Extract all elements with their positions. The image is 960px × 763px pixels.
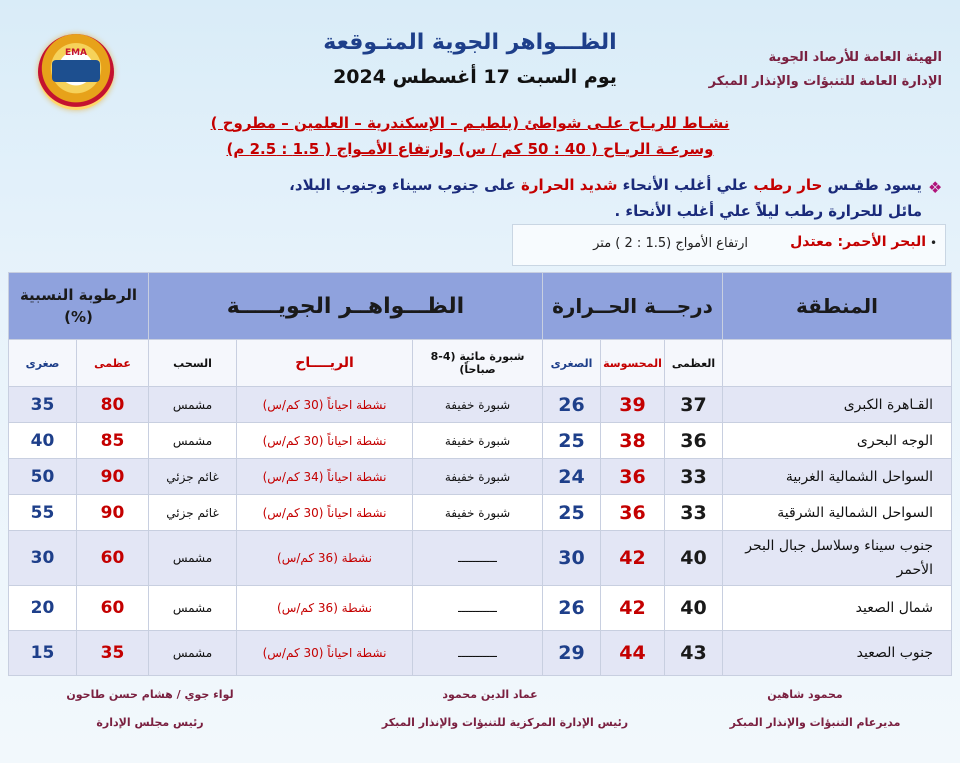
row-hum-max: 85 — [77, 423, 149, 459]
table-row — [9, 531, 952, 586]
row-region: شمال الصعيد — [723, 586, 952, 631]
forecast-summary — [270, 172, 922, 224]
row-wind: نشطة احياناً (30 كم/س) — [237, 387, 413, 423]
signature-center-title: رئيس الإدارة المركزية للتنبؤات والإنذار المبكر — [381, 716, 629, 729]
row-region: القـاهرة الكبرى — [723, 387, 952, 423]
row-hum-max: 60 — [77, 586, 149, 631]
wind-notice-line2: وسرعـة الريـاح ( 40 : 50 كم / س) وارتفاع الأمـواج ( 1.5 : 2.5 م) — [226, 140, 714, 158]
row-max: 37 — [665, 387, 723, 423]
row-hum-min: 20 — [9, 586, 77, 631]
row-clouds: مشمس — [149, 531, 237, 586]
row-min: 24 — [543, 459, 601, 495]
row-max: 43 — [665, 631, 723, 676]
header-region: المنطقة — [723, 273, 952, 340]
row-min: 26 — [543, 586, 601, 631]
row-max: 40 — [665, 586, 723, 631]
row-wind: نشطة احياناً (34 كم/س) — [237, 459, 413, 495]
row-min: 25 — [543, 423, 601, 459]
summary-part: على جنوب سيناء وجنوب البلاد، مائل للحرارة رطب ليلاً علي أغلب الأنحاء . — [289, 176, 922, 220]
row-min: 26 — [543, 387, 601, 423]
table-row — [9, 631, 952, 676]
subheader-fog: شبورة مائية (4-8 صباحاً) — [413, 340, 543, 387]
row-max: 36 — [665, 423, 723, 459]
row-hum-max: 60 — [77, 531, 149, 586]
header-temperature: درجـــة الحــرارة — [543, 273, 723, 340]
row-clouds: مشمس — [149, 631, 237, 676]
row-hum-max: 35 — [77, 631, 149, 676]
row-feels: 39 — [601, 387, 665, 423]
summary-highlight: شديد الحرارة — [520, 176, 618, 194]
row-region: الوجه البحرى — [723, 423, 952, 459]
header-phenomena: الظـــواهــر الجويـــــة — [149, 273, 543, 340]
subheader-max: العظمى — [665, 340, 723, 387]
row-fog: ـــــــــــ — [413, 586, 543, 631]
table-row — [9, 423, 952, 459]
row-hum-max: 80 — [77, 387, 149, 423]
row-fog: شبورة خفيفة — [413, 423, 543, 459]
row-clouds: غائم جزئي — [149, 495, 237, 531]
logo-emblem — [52, 60, 100, 82]
row-feels: 38 — [601, 423, 665, 459]
row-fog: ـــــــــــ — [413, 531, 543, 586]
row-wind: نشطة احياناً (30 كم/س) — [237, 423, 413, 459]
row-feels: 44 — [601, 631, 665, 676]
row-feels: 42 — [601, 586, 665, 631]
summary-highlight: حار رطب — [753, 176, 823, 194]
bullet-dot-icon: • — [930, 236, 938, 250]
row-hum-min: 15 — [9, 631, 77, 676]
signature-right-title: مديرعام التنبؤات والإنذار المبكر — [729, 716, 901, 729]
forecast-date: يوم السبت 17 أغسطس 2024 — [333, 66, 617, 88]
row-clouds: مشمس — [149, 586, 237, 631]
row-min: 30 — [543, 531, 601, 586]
signature-right-name: محمود شاهين — [767, 688, 843, 701]
subheader-hum-min: صغرى — [9, 340, 77, 387]
row-feels: 36 — [601, 495, 665, 531]
row-hum-min: 55 — [9, 495, 77, 531]
row-max: 33 — [665, 495, 723, 531]
summary-part: علي أغلب الأنحاء — [617, 176, 754, 194]
org-name: الهيئة العامة للأرصاد الجوية — [768, 50, 942, 65]
wind-notice-line1: نشـاط للريـاح علـى شواطئ (بلطيـم – الإسكندرية – العلمين – مطروح ) — [210, 114, 730, 132]
forecast-table — [8, 272, 952, 676]
row-hum-min: 40 — [9, 423, 77, 459]
subheader-min: الصغرى — [543, 340, 601, 387]
red-sea-title: البحر الأحمر: — [832, 234, 926, 250]
row-min: 29 — [543, 631, 601, 676]
row-fog: شبورة خفيفة — [413, 495, 543, 531]
row-clouds: مشمس — [149, 387, 237, 423]
row-wind: نشطة احياناً (30 كم/س) — [237, 495, 413, 531]
row-clouds: غائم جزئي — [149, 459, 237, 495]
summary-part: يسود طقـس — [822, 176, 922, 194]
row-hum-max: 90 — [77, 459, 149, 495]
row-feels: 36 — [601, 459, 665, 495]
row-max: 33 — [665, 459, 723, 495]
subheader-region-blank — [723, 340, 952, 387]
row-wind: نشطة (36 كم/س) — [237, 586, 413, 631]
row-region: السواحل الشمالية الشرقية — [723, 495, 952, 531]
row-max: 40 — [665, 531, 723, 586]
row-region: جنوب الصعيد — [723, 631, 952, 676]
table-row — [9, 459, 952, 495]
signature-left-title: رئيس مجلس الإدارة — [96, 716, 204, 729]
row-min: 25 — [543, 495, 601, 531]
org-department: الإدارة العامة للتنبؤات والإنذار المبكر — [708, 74, 942, 89]
subheader-hum-max: عظمى — [77, 340, 149, 387]
table-row — [9, 495, 952, 531]
logo-text: EMA — [64, 48, 88, 58]
row-wind: نشطة احياناً (30 كم/س) — [237, 631, 413, 676]
row-clouds: مشمس — [149, 423, 237, 459]
signature-left-name: لواء جوي / هشام حسن طاحون — [66, 688, 234, 701]
red-sea-state: معتدل — [790, 234, 833, 250]
red-sea-label — [760, 234, 926, 250]
subheader-wind: الريــــاح — [237, 340, 413, 387]
page-title: الظـــواهر الجوية المتـوقعة — [323, 30, 617, 55]
row-region: جنوب سيناء وسلاسل جبال البحر الأحمر — [723, 531, 952, 586]
table-row — [9, 387, 952, 423]
row-region: السواحل الشمالية الغربية — [723, 459, 952, 495]
header-humidity: الرطوبة النسبية (%) — [9, 273, 149, 340]
table-row — [9, 586, 952, 631]
row-fog: ـــــــــــ — [413, 631, 543, 676]
signature-center-name: عماد الدين محمود — [442, 688, 538, 701]
red-sea-waves: ارتفاع الأمواج (1.5 : 2 ) متر — [593, 236, 748, 251]
row-fog: شبورة خفيفة — [413, 387, 543, 423]
subheader-feels: المحسوسة — [601, 340, 665, 387]
row-hum-min: 35 — [9, 387, 77, 423]
row-fog: شبورة خفيفة — [413, 459, 543, 495]
row-wind: نشطة (36 كم/س) — [237, 531, 413, 586]
bullet-icon: ❖ — [928, 178, 943, 197]
row-feels: 42 — [601, 531, 665, 586]
row-hum-min: 30 — [9, 531, 77, 586]
row-hum-min: 50 — [9, 459, 77, 495]
subheader-clouds: السحب — [149, 340, 237, 387]
row-hum-max: 90 — [77, 495, 149, 531]
